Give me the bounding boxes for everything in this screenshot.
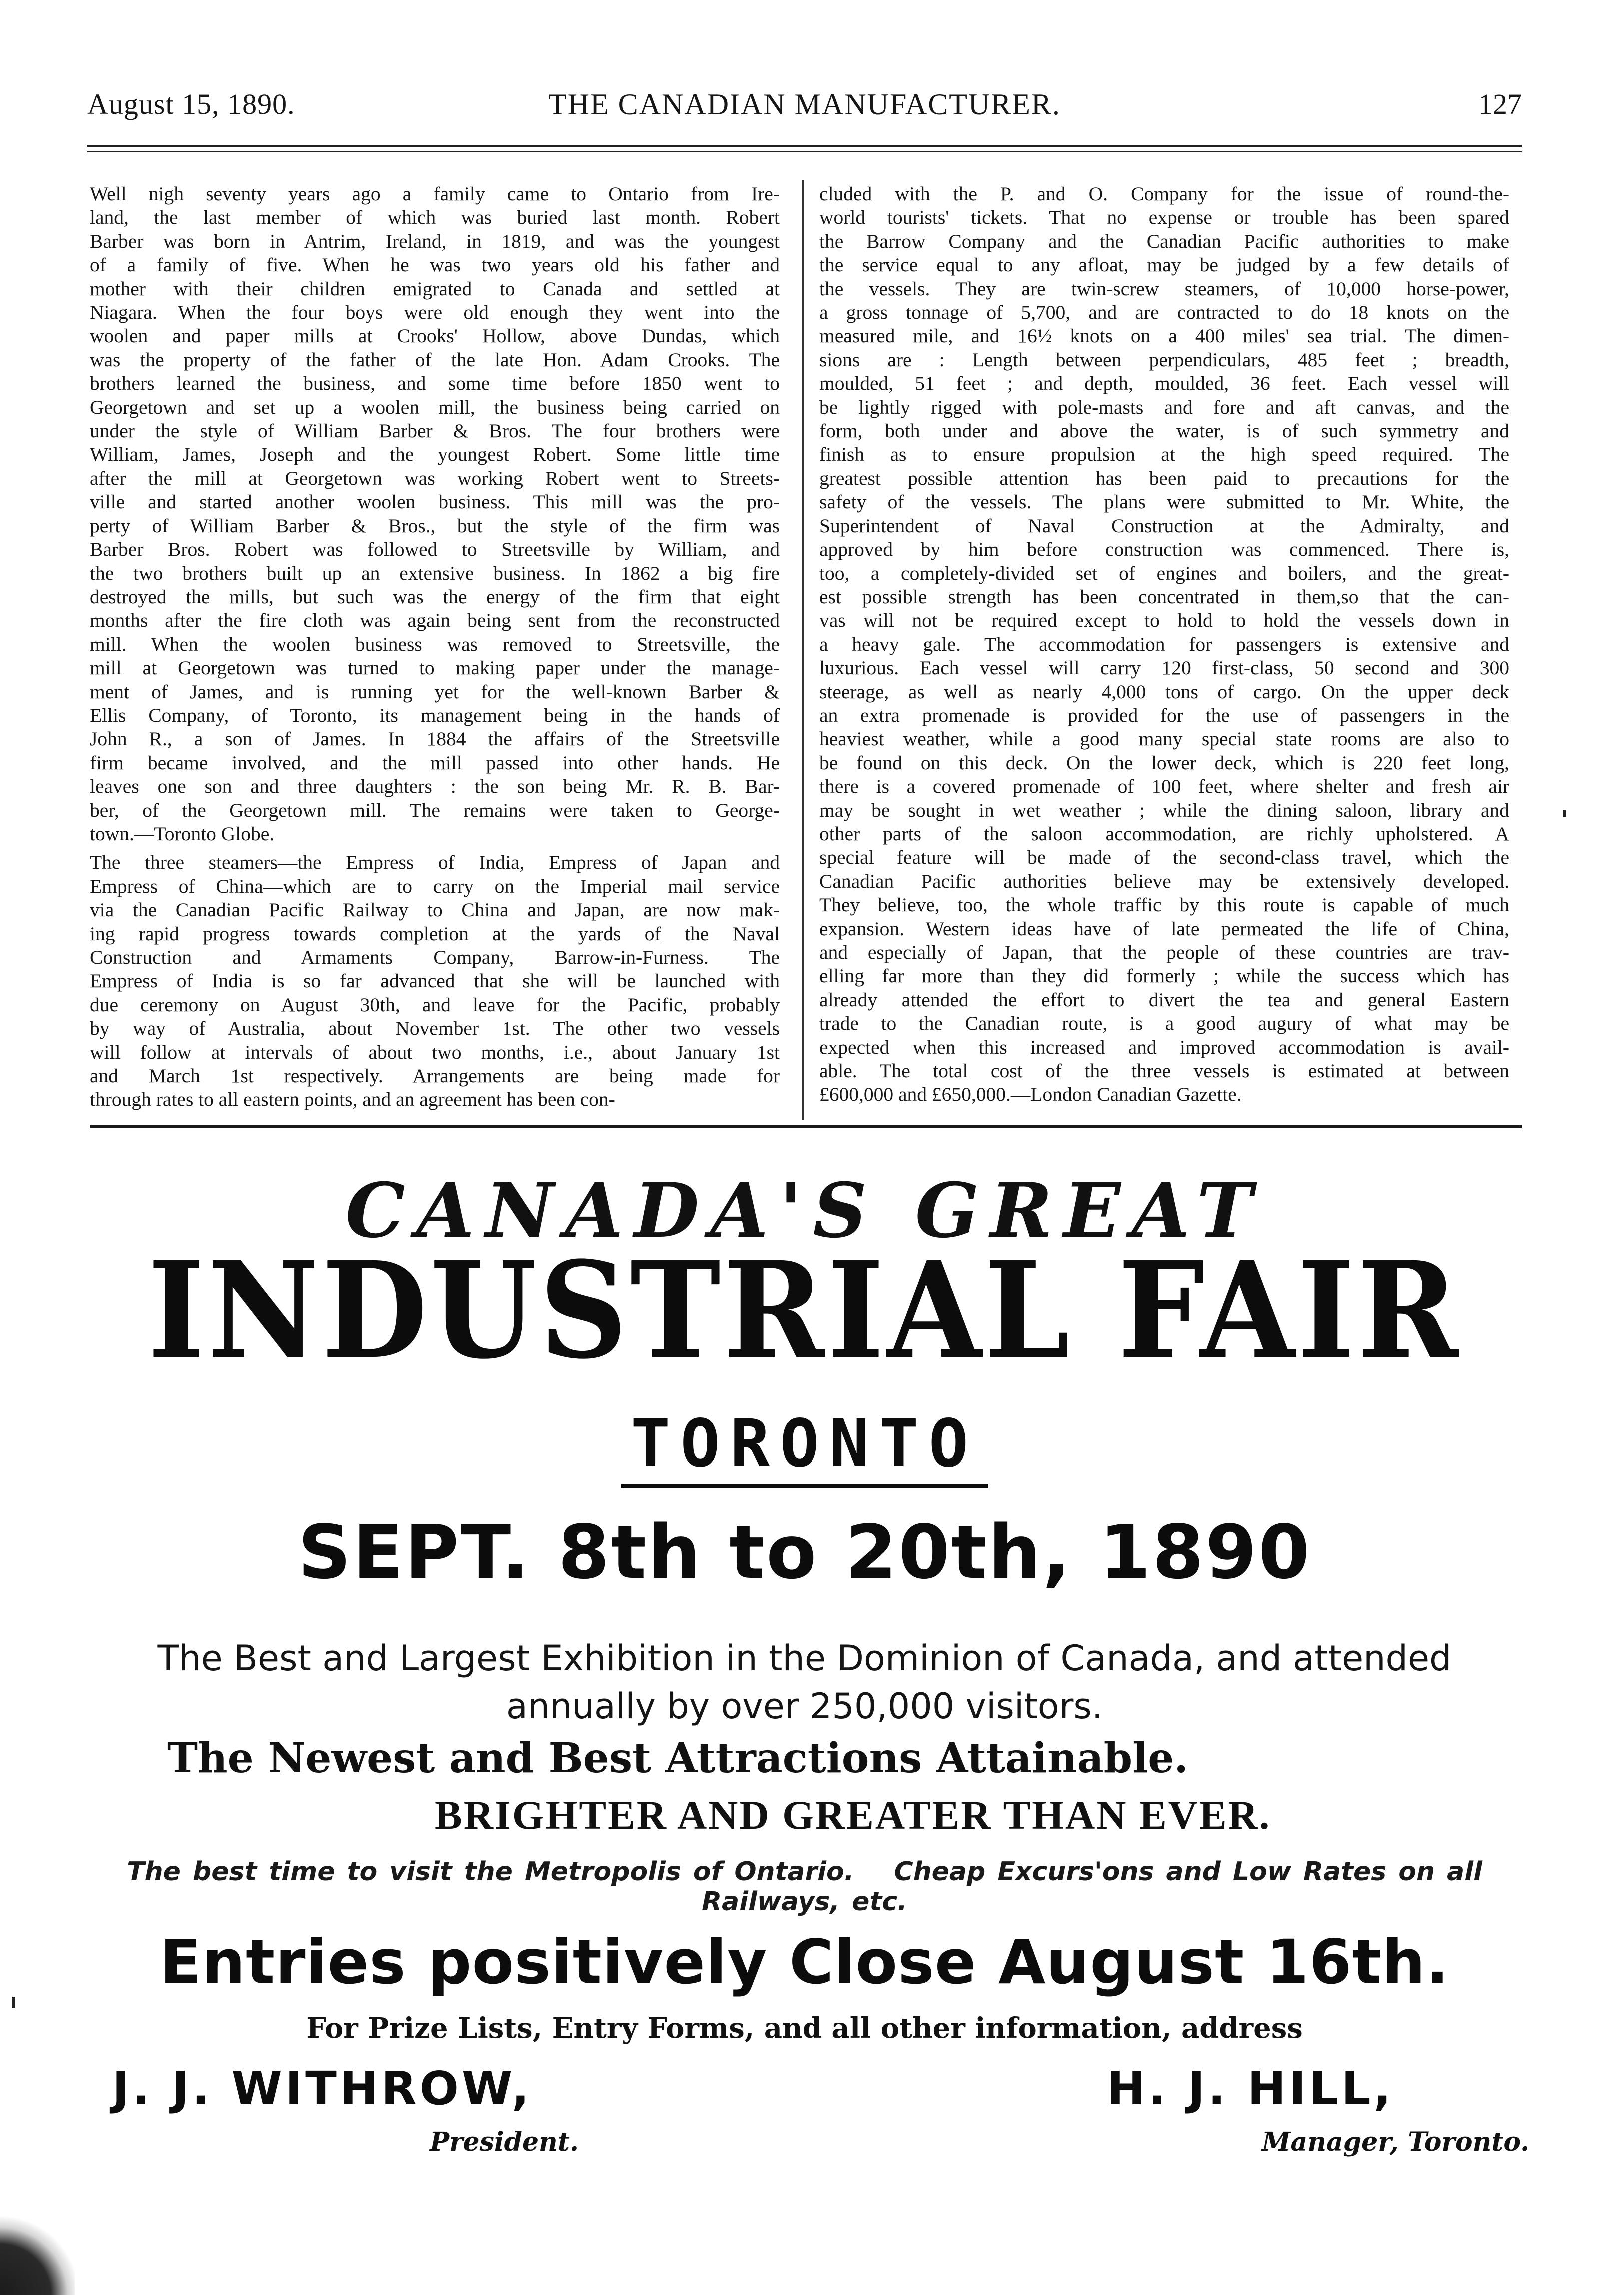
text-line: expansion. Western ideas have of late permeated the life of China, xyxy=(819,917,1509,940)
text-line: be found on this deck. On the lower deck, which is 220 feet long, xyxy=(819,751,1509,774)
text-line: vas will not be required except to hold to hold the vessels down in xyxy=(819,609,1509,632)
ad-entries-close: Entries positively Close August 16th. xyxy=(159,1927,1450,1998)
ad-description-line1: The Best and Largest Exhibition in the Dominion of Canada, and attended xyxy=(157,1638,1452,1679)
text-line: greatest possible attention has been paid to precautions for the xyxy=(819,467,1509,489)
text-line: due ceremony on August 30th, and leave for the Pacific, probably xyxy=(90,993,780,1016)
publication-title: THE CANADIAN MANUFACTURER. xyxy=(548,88,1061,121)
page-header xyxy=(87,87,1522,147)
ad-tagline-newest: The Newest and Best Attractions Attainable. xyxy=(167,1734,1188,1782)
text-line: Georgetown and set up a woolen mill, the business being carried on xyxy=(90,396,780,418)
text-line: John R., a son of James. In 1884 the affairs of the Streetsville xyxy=(90,728,780,750)
text-line: an extra promenade is provided for the use of passengers in the xyxy=(819,704,1509,726)
text-line: ment of James, and is running yet for the well-known Barber & xyxy=(90,680,780,703)
ad-description xyxy=(87,1634,1522,1730)
text-line: months after the fire cloth was again being sent from the reconstructed xyxy=(90,609,780,632)
text-line: form, both under and above the water, is of such symmetry and xyxy=(819,420,1509,442)
ad-headline-small: CANADA'S GREAT xyxy=(345,1167,1264,1255)
text-line: Well nigh seventy years ago a family came to Ontario from Ire- xyxy=(90,183,780,205)
text-line: town.—Toronto Globe. xyxy=(90,822,275,845)
text-line: and especially of Japan, that the people of these countries are trav- xyxy=(819,941,1509,963)
text-line: too, a completely-divided set of engines and boilers, and the great- xyxy=(819,562,1509,584)
text-line: ber, of the Georgetown mill. The remains were taken to George- xyxy=(90,799,780,821)
text-line: the vessels. They are twin-screw steamers, of 10,000 horse-power, xyxy=(819,277,1509,300)
text-line: will follow at intervals of about two months, i.e., about January 1st xyxy=(90,1041,780,1063)
ad-city-block xyxy=(87,1405,1522,1488)
text-line: firm became involved, and the mill passed into other hands. He xyxy=(90,751,780,774)
scan-speck xyxy=(1563,810,1566,817)
ad-headline-large: INDUSTRIAL FAIR xyxy=(148,1233,1461,1388)
text-line: there is a covered promenade of 100 feet, where shelter and fresh air xyxy=(819,775,1509,798)
text-line: destroyed the mills, but such was the energy of the firm that eight xyxy=(90,585,780,608)
text-line: via the Canadian Pacific Railway to China and Japan, are now mak- xyxy=(90,899,780,921)
text-line: luxurious. Each vessel will carry 120 first-class, 50 second and 300 xyxy=(819,657,1509,679)
text-line: They believe, too, the whole traffic by this route is capable of much xyxy=(819,894,1509,916)
text-line: of a family of five. When he was two years old his father and xyxy=(90,254,780,276)
text-line: land, the last member of which was buried last month. Robert xyxy=(90,206,780,229)
text-line: ville and started another woolen business. This mill was the pro- xyxy=(90,491,780,513)
text-line: mill at Georgetown was turned to making paper under the manage- xyxy=(90,657,780,679)
text-line: and March 1st respectively. Arrangements are being made for xyxy=(90,1065,780,1087)
text-line: mother with their children emigrated to Canada and settled at xyxy=(90,277,780,300)
text-line: Ellis Company, of Toronto, its management being in the hands of xyxy=(90,704,780,726)
ad-for-prize-lists: For Prize Lists, Entry Forms, and all other information, address xyxy=(306,2012,1303,2045)
ad-city: TORONTO xyxy=(621,1409,988,1488)
ad-tagline-brighter: BRIGHTER AND GREATER THAN EVER. xyxy=(435,1792,1271,1838)
steamers-continued-paragraph xyxy=(819,182,1509,1107)
text-line: world tourists' tickets. That no expense or trouble has been spared xyxy=(819,206,1509,229)
barber-obituary-paragraph xyxy=(90,182,780,846)
contact-president-name: J. J. WITHROW, xyxy=(112,2062,532,2115)
text-line: other parts of the saloon accommodation, are richly upholstered. A xyxy=(819,822,1509,845)
ad-cheap-excursions: Cheap Excurs'ons and Low Rates on all Railways, etc. xyxy=(702,1857,1482,1917)
article-right-column xyxy=(819,182,1509,1107)
article-left-column xyxy=(90,182,780,1112)
text-line: brothers learned the business, and some time before 1850 went to xyxy=(90,372,780,395)
text-line: by way of Australia, about November 1st. The other two vessels xyxy=(90,1017,780,1040)
text-line: Empress of India is so far advanced that she will be launched with xyxy=(90,970,780,992)
text-line: Niagara. When the four boys were old enough they went into the xyxy=(90,301,780,324)
text-line: mill. When the woolen business was removed to Streetsville, the xyxy=(90,633,780,655)
scan-shadow-corner xyxy=(0,2210,75,2295)
text-line: trade to the Canadian route, is a good augury of what may be xyxy=(819,1012,1509,1035)
text-line: able. The total cost of the three vessels is estimated at between xyxy=(819,1060,1509,1082)
text-line: expected when this increased and improved accommodation is avail- xyxy=(819,1036,1509,1058)
text-line: The three steamers—the Empress of India, Empress of Japan and xyxy=(90,851,780,874)
text-line: £600,000 and £650,000.—London Canadian Gazette. xyxy=(819,1083,1242,1106)
contact-manager-name: H. J. HILL, xyxy=(1107,2062,1394,2115)
text-line: the Barrow Company and the Canadian Pacific authorities to make xyxy=(819,230,1509,252)
text-line: Canadian Pacific authorities believe may be extensively developed. xyxy=(819,870,1509,892)
scan-speck xyxy=(12,1997,15,2008)
text-line: measured mile, and 16½ knots on a 400 miles' sea trial. The dimen- xyxy=(819,325,1509,347)
text-line: a heavy gale. The accommodation for passengers is extensive and xyxy=(819,633,1509,655)
ad-best-time-line xyxy=(87,1857,1522,1917)
text-line: already attended the effort to divert the tea and general Eastern xyxy=(819,988,1509,1011)
text-line: Construction and Armaments Company, Barrow-in-Furness. The xyxy=(90,946,780,968)
text-line: Empress of China—which are to carry on the Imperial mail service xyxy=(90,875,780,897)
ad-best-time: The best time to visit the Metropolis of Ontario. xyxy=(127,1857,854,1887)
text-line: cluded with the P. and O. Company for the issue of round-the- xyxy=(819,183,1509,205)
text-line: perty of William Barber & Bros., but the style of the firm was xyxy=(90,514,780,537)
empress-steamers-paragraph xyxy=(90,851,780,1111)
text-line: est possible strength has been concentrated in them,so that the can- xyxy=(819,585,1509,608)
page-number: 127 xyxy=(1478,88,1522,120)
text-line: leaves one son and three daughters : the son being Mr. R. B. Bar- xyxy=(90,775,780,798)
contact-manager-role: Manager, Toronto. xyxy=(1262,2127,1530,2157)
ad-dates: SEPT. 8th to 20th, 1890 xyxy=(298,1509,1311,1595)
text-line: the two brothers built up an extensive business. In 1862 a big fire xyxy=(90,562,780,584)
ad-description-line2: annually by over 250,000 visitors. xyxy=(506,1686,1103,1727)
text-line: William, James, Joseph and the youngest Robert. Some little time xyxy=(90,443,780,466)
text-line: heaviest weather, while a good many special state rooms are also to xyxy=(819,728,1509,750)
text-line: approved by him before construction was commenced. There is, xyxy=(819,538,1509,561)
text-line: a gross tonnage of 5,700, and are contracted to do 18 knots on the xyxy=(819,301,1509,324)
contact-president-role: President. xyxy=(430,2127,579,2157)
text-line: ing rapid progress towards completion at the yards of the Naval xyxy=(90,922,780,945)
text-line: under the style of William Barber & Bros. The four brothers were xyxy=(90,420,780,442)
text-line: finish as to ensure propulsion at the high speed required. The xyxy=(819,443,1509,466)
column-divider xyxy=(802,180,804,1120)
issue-date: August 15, 1890. xyxy=(87,88,295,120)
text-line: safety of the vessels. The plans were submitted to Mr. White, the xyxy=(819,491,1509,513)
text-line: after the mill at Georgetown was working Robert went to Streets- xyxy=(90,467,780,489)
text-line: Barber was born in Antrim, Ireland, in 1819, and was the youngest xyxy=(90,230,780,252)
text-line: Barber Bros. Robert was followed to Streetsville by William, and xyxy=(90,538,780,561)
text-line: elling far more than they did formerly ; while the success which has xyxy=(819,965,1509,987)
text-line: through rates to all eastern points, and an agreement has been con- xyxy=(90,1088,615,1111)
text-line: steerage, as well as nearly 4,000 tons of cargo. On the upper deck xyxy=(819,680,1509,703)
text-line: was the property of the father of the late Hon. Adam Crooks. The xyxy=(90,348,780,371)
text-line: may be sought in wet weather ; while the dining saloon, library and xyxy=(819,799,1509,821)
text-line: the service equal to any afloat, may be judged by a few details of xyxy=(819,254,1509,276)
text-line: Superintendent of Naval Construction at the Admiralty, and xyxy=(819,514,1509,537)
text-line: woolen and paper mills at Crooks' Hollow, above Dundas, which xyxy=(90,325,780,347)
header-rule xyxy=(87,145,1522,147)
section-rule xyxy=(90,1125,1522,1128)
text-line: moulded, 51 feet ; and depth, moulded, 36 feet. Each vessel will xyxy=(819,372,1509,395)
text-line: be lightly rigged with pole-masts and fore and aft canvas, and the xyxy=(819,396,1509,418)
text-line: special feature will be made of the second-class travel, which the xyxy=(819,846,1509,869)
text-line: sions are : Length between perpendiculars, 485 feet ; breadth, xyxy=(819,348,1509,371)
